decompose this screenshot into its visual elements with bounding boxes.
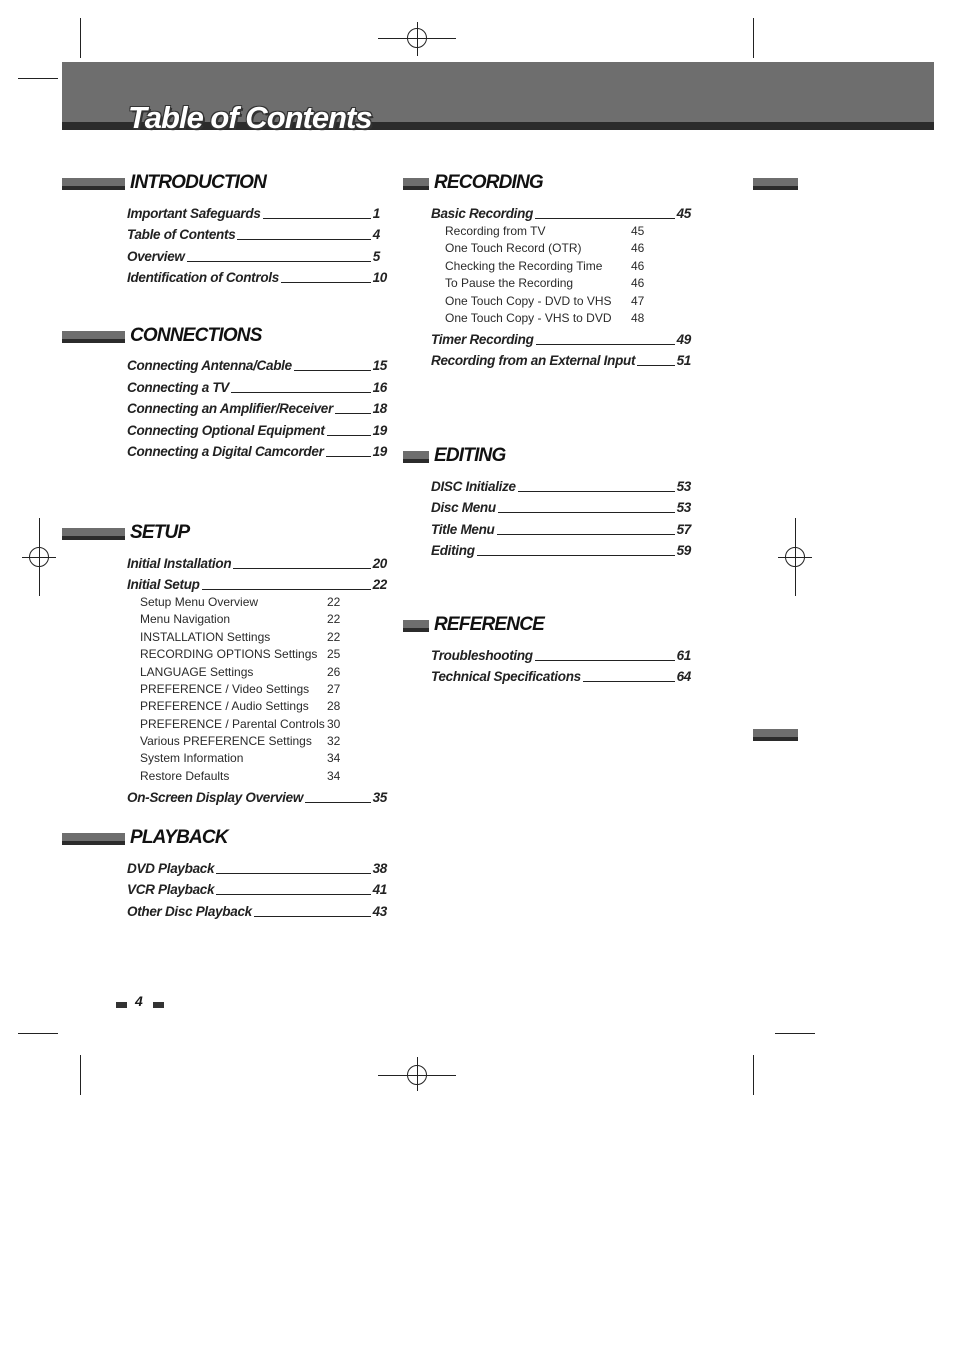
leader-line bbox=[583, 680, 675, 682]
entry-page: 45 bbox=[676, 206, 691, 221]
subentry-page: 22 bbox=[327, 630, 341, 644]
toc-entry[interactable] bbox=[127, 380, 387, 395]
registration-circle bbox=[29, 547, 49, 567]
entry-label: Title Menu bbox=[431, 522, 495, 537]
crop-mark bbox=[753, 18, 754, 58]
toc-entry[interactable] bbox=[431, 543, 691, 558]
entry-page: 19 bbox=[372, 444, 387, 459]
side-tab-marker bbox=[753, 729, 798, 741]
subentry-label: LANGUAGE Settings bbox=[140, 665, 254, 679]
subentry-page: 46 bbox=[631, 276, 645, 290]
subentry-label: System Information bbox=[140, 751, 244, 765]
leader-line bbox=[263, 217, 371, 219]
page-number-marker bbox=[116, 1002, 127, 1008]
leader-line bbox=[637, 364, 674, 366]
section-marker bbox=[62, 833, 125, 845]
leader-line bbox=[294, 369, 371, 371]
toc-entry[interactable] bbox=[127, 444, 387, 459]
entry-page: 53 bbox=[676, 479, 691, 494]
leader-line bbox=[535, 659, 675, 661]
toc-subentry[interactable] bbox=[140, 595, 341, 609]
subentry-page: 32 bbox=[327, 734, 341, 748]
section-heading-recording: RECORDING bbox=[434, 172, 543, 193]
subentry-label: One Touch Record (OTR) bbox=[445, 241, 582, 255]
crop-mark bbox=[753, 1055, 754, 1095]
section-heading-setup: SETUP bbox=[130, 522, 190, 543]
leader-line bbox=[254, 915, 371, 917]
subentry-page: 27 bbox=[327, 682, 341, 696]
subentry-page: 26 bbox=[327, 665, 341, 679]
entry-page: 61 bbox=[676, 648, 691, 663]
leader-line bbox=[202, 588, 371, 590]
subentry-label: Checking the Recording Time bbox=[445, 259, 603, 273]
leader-line bbox=[335, 412, 371, 414]
subentry-label: To Pause the Recording bbox=[445, 276, 574, 290]
leader-line bbox=[497, 533, 675, 535]
page-number: 4 bbox=[135, 993, 143, 1009]
subentry-page: 45 bbox=[631, 224, 645, 238]
toc-entry[interactable] bbox=[127, 790, 387, 805]
entry-page: 57 bbox=[676, 522, 691, 537]
toc-entry[interactable] bbox=[127, 904, 387, 919]
leader-line bbox=[518, 490, 675, 492]
page-number-marker bbox=[153, 1002, 164, 1008]
toc-entry[interactable] bbox=[127, 861, 387, 876]
subentry-page: 34 bbox=[327, 769, 341, 783]
subentry-label: Various PREFERENCE Settings bbox=[140, 734, 312, 748]
subentry-label: Setup Menu Overview bbox=[140, 595, 259, 609]
section-marker bbox=[403, 620, 429, 632]
leader-line bbox=[327, 434, 371, 436]
section-heading-playback: PLAYBACK bbox=[130, 827, 228, 848]
entry-page: 38 bbox=[372, 861, 387, 876]
toc-entry[interactable] bbox=[431, 353, 691, 368]
subentry-page: 34 bbox=[327, 751, 341, 765]
entry-label: DISC Initialize bbox=[431, 479, 516, 494]
subentry-label: PREFERENCE / Video Settings bbox=[140, 682, 310, 696]
toc-entry[interactable] bbox=[127, 270, 387, 285]
entry-label: Overview bbox=[127, 249, 185, 264]
toc-subentry[interactable] bbox=[140, 612, 341, 626]
subentry-page: 22 bbox=[327, 595, 341, 609]
toc-entry[interactable] bbox=[127, 227, 380, 242]
toc-subentry[interactable] bbox=[445, 241, 645, 255]
crop-mark bbox=[775, 1033, 815, 1034]
entry-label: Technical Specifications bbox=[431, 669, 581, 684]
entry-page: 4 bbox=[372, 227, 380, 242]
entry-page: 20 bbox=[372, 556, 387, 571]
toc-subentry[interactable] bbox=[140, 734, 341, 748]
entry-page: 41 bbox=[372, 882, 387, 897]
leader-line bbox=[187, 260, 371, 262]
toc-entry[interactable] bbox=[431, 500, 691, 515]
entry-page: 16 bbox=[372, 380, 387, 395]
toc-entry[interactable] bbox=[431, 522, 691, 537]
toc-subentry[interactable] bbox=[140, 769, 341, 783]
entry-page: 59 bbox=[676, 543, 691, 558]
entry-label: On-Screen Display Overview bbox=[127, 790, 304, 805]
entry-page: 10 bbox=[372, 270, 387, 285]
leader-line bbox=[281, 281, 371, 283]
section-heading-reference: REFERENCE bbox=[434, 614, 544, 635]
subentry-page: 46 bbox=[631, 241, 645, 255]
section-marker bbox=[62, 331, 125, 343]
entry-label: Connecting Antenna/Cable bbox=[127, 358, 292, 373]
subentry-page: 25 bbox=[327, 647, 341, 661]
registration-circle bbox=[785, 547, 805, 567]
toc-entry[interactable] bbox=[127, 577, 387, 592]
toc-entry[interactable] bbox=[127, 249, 380, 264]
subentry-label: INSTALLATION Settings bbox=[140, 630, 271, 644]
leader-line bbox=[498, 511, 675, 513]
section-heading-connections: CONNECTIONS bbox=[130, 325, 262, 346]
entry-page: 43 bbox=[372, 904, 387, 919]
section-heading-introduction: INTRODUCTION bbox=[130, 172, 267, 193]
entry-label: Important Safeguards bbox=[127, 206, 261, 221]
entry-page: 51 bbox=[676, 353, 691, 368]
toc-entry[interactable] bbox=[127, 556, 387, 571]
leader-line bbox=[535, 217, 675, 219]
entry-label: Connecting Optional Equipment bbox=[127, 423, 325, 438]
toc-entry[interactable] bbox=[431, 669, 691, 684]
entry-label: Connecting a Digital Camcorder bbox=[127, 444, 324, 459]
subentry-page: 28 bbox=[327, 699, 341, 713]
toc-subentry[interactable] bbox=[445, 276, 645, 290]
entry-label: Disc Menu bbox=[431, 500, 496, 515]
entry-page: 64 bbox=[676, 669, 691, 684]
crop-mark bbox=[80, 18, 81, 58]
subentry-page: 46 bbox=[631, 259, 645, 273]
registration-circle bbox=[407, 1065, 427, 1085]
entry-page: 53 bbox=[676, 500, 691, 515]
entry-label: Timer Recording bbox=[431, 332, 534, 347]
section-marker bbox=[403, 178, 429, 190]
entry-page: 35 bbox=[372, 790, 387, 805]
toc-subentry[interactable] bbox=[140, 717, 341, 731]
subentry-label: Restore Defaults bbox=[140, 769, 230, 783]
entry-label: Troubleshooting bbox=[431, 648, 533, 663]
subentry-page: 47 bbox=[631, 294, 645, 308]
toc-subentry[interactable] bbox=[445, 224, 645, 238]
toc-entry[interactable] bbox=[431, 206, 691, 221]
toc-entry[interactable] bbox=[127, 401, 387, 416]
entry-label: Recording from an External Input bbox=[431, 353, 636, 368]
toc-subentry[interactable] bbox=[445, 294, 645, 308]
entry-label: Basic Recording bbox=[431, 206, 534, 221]
leader-line bbox=[231, 391, 371, 393]
entry-page: 22 bbox=[372, 577, 387, 592]
page-title: Table of Contents bbox=[128, 100, 372, 135]
entry-label: Connecting an Amplifier/Receiver bbox=[127, 401, 333, 416]
leader-line bbox=[305, 801, 371, 803]
entry-label: Initial Setup bbox=[127, 577, 200, 592]
crop-mark bbox=[80, 1055, 81, 1095]
toc-entry[interactable] bbox=[127, 423, 387, 438]
toc-entry[interactable] bbox=[127, 358, 387, 373]
toc-subentry[interactable] bbox=[140, 751, 341, 765]
subentry-label: PREFERENCE / Parental Controls bbox=[140, 717, 325, 731]
subentry-label: PREFERENCE / Audio Settings bbox=[140, 699, 309, 713]
side-tab-marker bbox=[753, 178, 798, 190]
leader-line bbox=[237, 238, 370, 240]
subentry-label: One Touch Copy - DVD to VHS bbox=[445, 294, 612, 308]
toc-subentry[interactable] bbox=[140, 665, 341, 679]
entry-label: Editing bbox=[431, 543, 475, 558]
leader-line bbox=[216, 872, 370, 874]
section-heading-editing: EDITING bbox=[434, 445, 506, 466]
entry-page: 1 bbox=[372, 206, 380, 221]
toc-subentry[interactable] bbox=[140, 630, 341, 644]
entry-label: Table of Contents bbox=[127, 227, 236, 242]
entry-label: Other Disc Playback bbox=[127, 904, 252, 919]
subentry-label: One Touch Copy - VHS to DVD bbox=[445, 311, 612, 325]
toc-entry[interactable] bbox=[127, 206, 380, 221]
leader-line bbox=[233, 567, 370, 569]
entry-page: 49 bbox=[676, 332, 691, 347]
toc-entry[interactable] bbox=[431, 332, 691, 347]
toc-subentry[interactable] bbox=[445, 311, 645, 325]
leader-line bbox=[536, 343, 675, 345]
entry-label: DVD Playback bbox=[127, 861, 215, 876]
registration-circle bbox=[407, 28, 427, 48]
subentry-label: Recording from TV bbox=[445, 224, 546, 238]
toc-subentry[interactable] bbox=[140, 699, 341, 713]
entry-label: Connecting a TV bbox=[127, 380, 230, 395]
toc-subentry[interactable] bbox=[140, 647, 341, 661]
entry-label: VCR Playback bbox=[127, 882, 215, 897]
crop-mark bbox=[18, 1033, 58, 1034]
leader-line bbox=[216, 893, 370, 895]
toc-entry[interactable] bbox=[431, 479, 691, 494]
section-marker bbox=[403, 451, 429, 463]
toc-entry[interactable] bbox=[127, 882, 387, 897]
leader-line bbox=[477, 554, 675, 556]
toc-subentry[interactable] bbox=[445, 259, 645, 273]
leader-line bbox=[326, 455, 371, 457]
crop-mark bbox=[18, 78, 58, 79]
entry-page: 19 bbox=[372, 423, 387, 438]
subentry-page: 22 bbox=[327, 612, 341, 626]
toc-entry[interactable] bbox=[431, 648, 691, 663]
section-marker bbox=[62, 178, 125, 190]
subentry-page: 48 bbox=[631, 311, 645, 325]
entry-page: 15 bbox=[372, 358, 387, 373]
subentry-label: RECORDING OPTIONS Settings bbox=[140, 647, 318, 661]
entry-label: Initial Installation bbox=[127, 556, 232, 571]
entry-page: 18 bbox=[372, 401, 387, 416]
subentry-label: Menu Navigation bbox=[140, 612, 231, 626]
subentry-page: 30 bbox=[327, 717, 341, 731]
entry-label: Identification of Controls bbox=[127, 270, 279, 285]
toc-subentry[interactable] bbox=[140, 682, 341, 696]
entry-page: 5 bbox=[372, 249, 380, 264]
section-marker bbox=[62, 528, 125, 540]
